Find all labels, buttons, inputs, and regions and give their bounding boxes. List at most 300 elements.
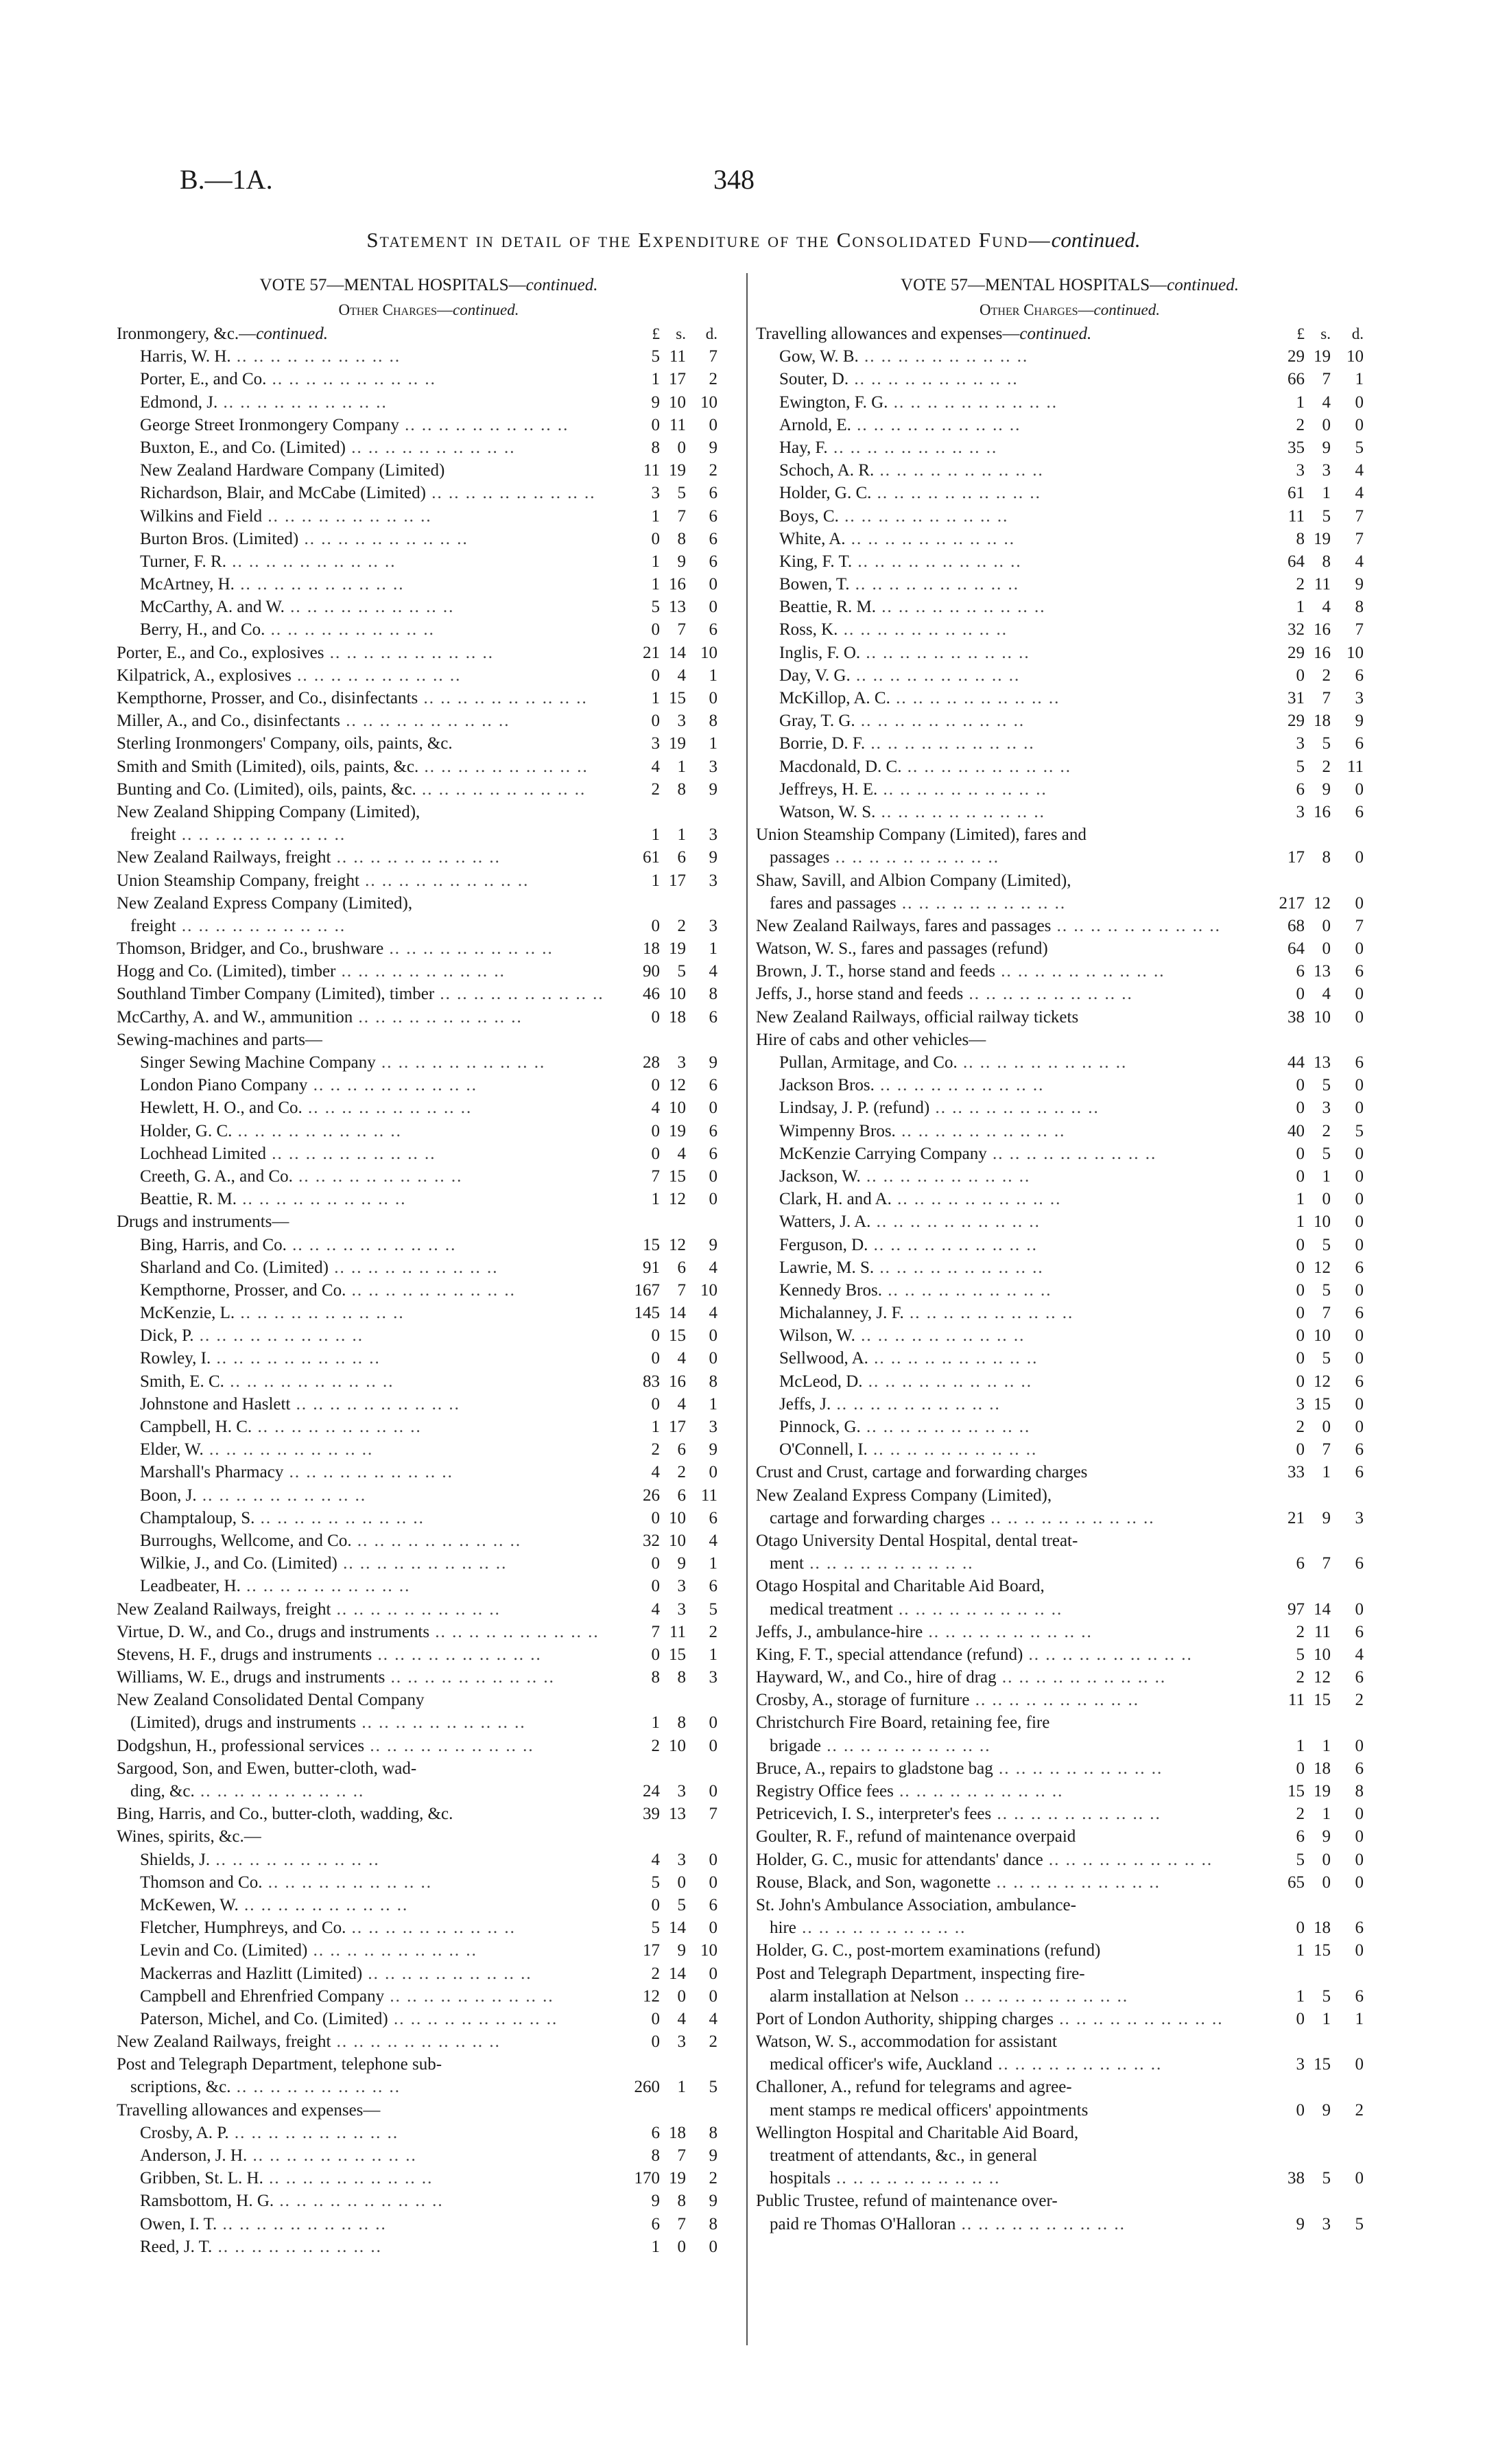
- amount-pence: 9: [709, 1053, 717, 1072]
- right-vote-title-continued: continued.: [1167, 276, 1239, 294]
- ledger-row: [117, 1302, 741, 1324]
- leader-dots: .. .. .. .. .. .. .. .. .. ..: [1051, 916, 1221, 935]
- amount-pence: 6: [709, 1121, 717, 1140]
- amount-pence: 8: [709, 1372, 717, 1391]
- ledger-row: [756, 915, 1384, 937]
- leader-dots: .. .. .. .. .. .. .. .. .. ..: [228, 2123, 399, 2142]
- amount-shillings: 8: [677, 1668, 686, 1687]
- ledger-row: [756, 1165, 1384, 1188]
- amount-pence: 10: [700, 643, 717, 662]
- amount-pounds: 2: [651, 1736, 660, 1755]
- ledger-label-text: hospitals: [770, 2169, 831, 2188]
- amount-pounds: 9: [1296, 2214, 1305, 2233]
- left-vote-title-text: VOTE 57—MENTAL HOSPITALS—: [259, 276, 526, 294]
- leader-dots: .. .. .. .. .. .. .. .. .. ..: [203, 1440, 374, 1459]
- ledger-row: [117, 1461, 741, 1483]
- ledger-label-text: Hayward, W., and Co., hire of drag: [756, 1668, 997, 1687]
- ledger-label-text: Wilson, W.: [779, 1326, 855, 1346]
- ledger-label-text: New Zealand Hardware Company (Limited): [140, 461, 445, 480]
- ledger-label: [756, 1552, 1250, 1575]
- amount-pounds: 0: [651, 529, 660, 548]
- leader-dots: .. .. .. .. .. .. .. .. .. ..: [345, 438, 516, 457]
- ledger-label: [756, 1871, 1250, 1894]
- ledger-row: [756, 1302, 1384, 1324]
- amount-shillings: 1: [1322, 1805, 1331, 1824]
- ledger-label-text: treatment of attendants, &c., in general: [770, 2146, 1038, 2165]
- amount-pounds: 1: [651, 370, 660, 389]
- amount-pounds: 2: [1296, 1418, 1305, 1436]
- ledger-row: [756, 755, 1384, 778]
- ledger-label-text: Union Steamship Company (Limited), fares and: [756, 825, 1087, 845]
- ledger-row: [756, 2190, 1384, 2212]
- left-column: [117, 273, 741, 2258]
- ledger-label: [756, 2122, 1250, 2144]
- left-subtitle: [117, 298, 741, 322]
- ledger-label: [117, 1234, 610, 1256]
- amount-pence: 0: [1355, 1394, 1364, 1413]
- leader-dots: .. .. .. .. .. .. .. .. .. ..: [892, 1599, 1063, 1619]
- ledger-row: [117, 2008, 741, 2030]
- ledger-label-text: Hewlett, H. O., and Co.: [140, 1099, 302, 1118]
- amount-pence: 8: [709, 712, 717, 731]
- amount-pounds: 29: [1288, 643, 1305, 662]
- ledger-label-text: Holder, G. C., music for attendants' dance: [756, 1850, 1043, 1869]
- amount-pounds: 7: [651, 1166, 660, 1186]
- ledger-label-text: Burton Bros. (Limited): [140, 529, 299, 548]
- amount-shillings: 18: [1314, 1919, 1331, 1938]
- amount-pounds: 1: [651, 2237, 660, 2256]
- ledger-label: [756, 345, 1250, 368]
- amount-pence: 0: [1355, 848, 1364, 867]
- amount-pence: 8: [709, 985, 717, 1004]
- ledger-row: [756, 459, 1384, 482]
- amount-pounds: 0: [1296, 1144, 1305, 1163]
- amount-pounds: 2: [1296, 575, 1305, 594]
- amount-pence: 0: [1355, 1099, 1364, 1118]
- amount-pounds: 5: [651, 1873, 660, 1892]
- amount-shillings: 9: [1322, 1508, 1331, 1527]
- amount-shillings: 2: [677, 916, 686, 935]
- amount-shillings: 12: [669, 1076, 686, 1095]
- leader-dots: .. .. .. .. .. .. .. .. .. ..: [991, 1805, 1161, 1824]
- ledger-row: [117, 1780, 741, 1803]
- ledger-row: [117, 1529, 741, 1552]
- leader-dots: .. .. .. .. .. .. .. .. .. ..: [302, 1099, 473, 1118]
- ledger-row: [117, 1643, 741, 1666]
- amount-pence: 9: [709, 2192, 717, 2211]
- amount-pence: 3: [709, 916, 717, 935]
- amount-pounds: 0: [651, 1508, 660, 1527]
- amount-pounds: 21: [1288, 1508, 1305, 1527]
- ledger-row: [756, 1438, 1384, 1461]
- amount-pounds: 260: [634, 2078, 660, 2097]
- amount-pounds: 0: [1296, 1076, 1305, 1095]
- ledger-label: [117, 1461, 610, 1483]
- amount-shillings: 12: [1314, 1668, 1331, 1687]
- ledger-label-text: Richardson, Blair, and McCabe (Limited): [140, 484, 426, 503]
- ledger-label-text: Borrie, D. F.: [779, 734, 866, 753]
- amount-pence: 6: [709, 484, 717, 503]
- left-vote-title: [117, 273, 741, 298]
- amount-pounds: 0: [1296, 1372, 1305, 1391]
- amount-shillings: 15: [669, 1645, 686, 1664]
- ledger-label-text: Jeffs, J., horse stand and feeds: [756, 985, 964, 1004]
- ledger-label-text: Wellington Hospital and Charitable Aid Board,: [756, 2123, 1079, 2142]
- amount-pence: 6: [1355, 1304, 1364, 1323]
- amount-shillings: 15: [1314, 1691, 1331, 1710]
- amount-pence: 8: [709, 2214, 717, 2233]
- ledger-label-text: Berry, H., and Co.: [140, 620, 265, 640]
- ledger-label: [756, 892, 1250, 915]
- ledger-label-text: passages: [770, 848, 830, 867]
- amount-pence: 6: [709, 529, 717, 548]
- ledger-label: [117, 1256, 610, 1279]
- ledger-label-text: Lochhead Limited: [140, 1144, 266, 1163]
- leader-dots: .. .. .. .. .. .. .. .. .. ..: [896, 893, 1067, 913]
- ledger-label: [117, 1529, 610, 1552]
- amount-pence: 6: [1355, 1622, 1364, 1641]
- amount-shillings: 11: [1314, 575, 1331, 594]
- amount-pence: 9: [709, 2146, 717, 2165]
- amount-shillings: 6: [677, 1486, 686, 1505]
- ledger-label-text: Jackson Bros.: [779, 1076, 875, 1095]
- ledger-label: [756, 664, 1250, 687]
- amount-shillings: 0: [677, 1873, 686, 1892]
- amount-shillings: 1: [677, 2078, 686, 2097]
- ledger-label-text: Campbell, H. C.: [140, 1418, 252, 1436]
- amount-pounds: 1: [1296, 598, 1305, 617]
- ledger-label-text: Dick, P.: [140, 1326, 194, 1346]
- ledger-label-text: Lindsay, J. P. (refund): [779, 1099, 930, 1118]
- ledger-label-text: Virtue, D. W., and Co., drugs and instruments: [117, 1622, 430, 1641]
- ledger-row: [117, 1507, 741, 1529]
- ledger-label: [756, 1621, 1250, 1643]
- ledger-label-text: Turner, F. R.: [140, 552, 226, 571]
- amount-pounds: 39: [643, 1805, 660, 1824]
- ledger-label-text: Souter, D.: [779, 370, 849, 389]
- amount-shillings: 5: [677, 484, 686, 503]
- ledger-row: [756, 505, 1384, 528]
- ledger-row: [117, 1689, 741, 1711]
- amount-pounds: 9: [651, 392, 660, 412]
- leader-dots: .. .. .. .. .. .. .. .. .. ..: [262, 1873, 432, 1892]
- amount-pence: 4: [1355, 552, 1364, 571]
- ledger-label: [756, 1575, 1250, 1597]
- ledger-label: [117, 869, 610, 892]
- amount-shillings: 3: [1322, 1099, 1331, 1118]
- amount-pence: 10: [700, 1280, 717, 1300]
- ledger-label-text: McArtney, H.: [140, 575, 235, 594]
- amount-pence: 9: [1355, 575, 1364, 594]
- amount-shillings: 19: [1314, 347, 1331, 366]
- amount-shillings: 9: [677, 552, 686, 571]
- leader-dots: .. .. .. .. .. .. .. .. .. ..: [224, 1372, 394, 1391]
- ledger-label: [117, 528, 610, 550]
- ledger-label: [117, 2213, 610, 2236]
- amount-pence: 6: [709, 552, 717, 571]
- ledger-label: [756, 778, 1250, 801]
- amount-pence: 1: [709, 939, 717, 959]
- amount-pence: 11: [700, 1486, 717, 1505]
- ledger-label: [756, 1210, 1250, 1233]
- left-heading-continued: continued.: [256, 325, 329, 343]
- ledger-label: [756, 1256, 1250, 1279]
- left-heading-text: Ironmongery, &c.—: [117, 325, 257, 343]
- statement-title: [0, 228, 1507, 253]
- amount-shillings: 4: [677, 1144, 686, 1163]
- ledger-label: [117, 2122, 610, 2144]
- ledger-label-text: New Zealand Express Company (Limited),: [756, 1486, 1052, 1505]
- amount-pounds: 2: [1296, 415, 1305, 434]
- ledger-row: [756, 1985, 1384, 2008]
- ledger-row: [117, 1621, 741, 1643]
- ledger-label: [756, 2190, 1250, 2212]
- ledger-label-text: Beattie, R. M.: [140, 1190, 237, 1209]
- ledger-label-text: Lawrie, M. S.: [779, 1258, 875, 1277]
- leader-dots: .. .. .. .. .. .. .. .. .. ..: [1023, 1645, 1193, 1664]
- amount-shillings: 5: [1322, 1280, 1331, 1300]
- amount-pence: 1: [709, 666, 717, 685]
- amount-pounds: 6: [1296, 1827, 1305, 1846]
- amount-pounds: 1: [651, 552, 660, 571]
- amount-pounds: 5: [651, 1919, 660, 1938]
- amount-pounds: 1: [651, 1713, 660, 1733]
- leader-dots: .. .. .. .. .. .. .. .. .. ..: [240, 1577, 411, 1596]
- amount-pence: 10: [1346, 347, 1364, 366]
- amount-pounds: 0: [1296, 1280, 1305, 1300]
- amount-pounds: 1: [651, 1190, 660, 1209]
- amount-pounds: 6: [1296, 1554, 1305, 1573]
- amount-pence: 1: [709, 734, 717, 753]
- amount-pounds: 0: [651, 1577, 660, 1596]
- amount-shillings: 19: [669, 734, 686, 753]
- ledger-label-text: freight: [130, 825, 176, 845]
- ledger-label: [756, 1529, 1250, 1552]
- amount-shillings: 4: [677, 1394, 686, 1413]
- amount-pounds: 0: [651, 1895, 660, 1914]
- amount-shillings: 19: [669, 939, 686, 959]
- ledger-label-text: Sharland and Co. (Limited): [140, 1258, 329, 1277]
- leader-dots: .. .. .. .. .. .. .. .. .. ..: [891, 1190, 1062, 1209]
- ledger-row: [117, 2190, 741, 2212]
- amount-pence: 6: [709, 1577, 717, 1596]
- amount-shillings: 3: [677, 712, 686, 731]
- ledger-label-text: Gribben, St. L. H.: [140, 2169, 263, 2188]
- column-divider: [746, 273, 748, 2345]
- ledger-label: [117, 1939, 610, 1962]
- ledger-label: [117, 436, 610, 459]
- amount-pounds: 11: [643, 461, 660, 480]
- amount-pounds: 6: [1296, 962, 1305, 981]
- ledger-label-text: Holder, G. C.: [779, 484, 872, 503]
- amount-shillings: 5: [1322, 1986, 1331, 2006]
- amount-pounds: 0: [651, 1144, 660, 1163]
- amount-shillings: 2: [1322, 757, 1331, 776]
- leader-dots: .. .. .. .. .. .. .. .. .. ..: [383, 939, 554, 959]
- ledger-label-text: McCarthy, A. and W.: [140, 598, 285, 617]
- amount-pence: 1: [1355, 370, 1364, 389]
- leader-dots: .. .. .. .. .. .. .. .. .. ..: [434, 985, 604, 1004]
- ledger-row: [117, 1188, 741, 1210]
- amount-pence: 6: [709, 506, 717, 526]
- amount-pence: 6: [709, 1508, 717, 1527]
- ledger-row: [117, 1849, 741, 1871]
- leader-dots: .. .. .. .. .. .. .. .. .. ..: [292, 1166, 463, 1186]
- leader-dots: .. .. .. .. .. .. .. .. .. ..: [969, 1691, 1140, 1710]
- ledger-label: [756, 2213, 1250, 2236]
- amount-pence: 4: [709, 1304, 717, 1323]
- amount-pounds: 2: [651, 1440, 660, 1459]
- leader-dots: .. .. .. .. .. .. .. .. .. ..: [875, 598, 1046, 617]
- ledger-label: [756, 960, 1250, 983]
- leader-dots: .. .. .. .. .. .. .. .. .. ..: [252, 1418, 422, 1436]
- leader-dots: .. .. .. .. .. .. .. .. .. ..: [855, 1326, 1025, 1346]
- amount-shillings: 16: [669, 575, 686, 594]
- ledger-row: [756, 1279, 1384, 1302]
- amount-pounds: 46: [643, 985, 660, 1004]
- ledger-label: [117, 1484, 610, 1507]
- ledger-label: [117, 1120, 610, 1142]
- amount-pounds: 3: [651, 734, 660, 753]
- ledger-label: [756, 459, 1250, 482]
- ledger-label-text: Union Steamship Company, freight: [117, 871, 359, 890]
- leader-dots: .. .. .. .. .. .. .. .. .. ..: [804, 1554, 974, 1573]
- ledger-label: [117, 1621, 610, 1643]
- ledger-label-text: Rouse, Black, and Son, wagonette: [756, 1873, 991, 1892]
- ledger-row: [117, 414, 741, 436]
- ledger-row: [756, 2122, 1384, 2144]
- ledger-label-text: Crosby, A. P.: [140, 2123, 229, 2142]
- amount-shillings: 13: [1314, 962, 1331, 981]
- ledger-row: [756, 801, 1384, 823]
- ledger-row: [756, 983, 1384, 1005]
- leader-dots: .. .. .. .. .. .. .. .. .. ..: [340, 712, 510, 731]
- ledger-row: [117, 1096, 741, 1119]
- amount-shillings: 10: [669, 1736, 686, 1755]
- ledger-label-text: Williams, W. E., drugs and instruments: [117, 1668, 385, 1687]
- ledger-label: [756, 596, 1250, 618]
- ledger-label-text: New Zealand Railways, freight: [117, 848, 331, 867]
- ledger-label-text: freight: [130, 916, 176, 935]
- ledger-label-text: Smith, E. C.: [140, 1372, 224, 1391]
- ledger-label-text: Thomson and Co.: [140, 1873, 263, 1892]
- amount-pounds: 8: [651, 1668, 660, 1687]
- leader-dots: .. .. .. .. .. .. .. .. .. ..: [265, 1144, 436, 1163]
- leader-dots: .. .. .. .. .. .. .. .. .. ..: [849, 575, 1020, 594]
- ledger-label-text: Ramsbottom, H. G.: [140, 2192, 274, 2211]
- leader-dots: .. .. .. .. .. .. .. .. .. ..: [860, 643, 1030, 662]
- amount-shillings: 14: [669, 1304, 686, 1323]
- ledger-label: [117, 573, 610, 596]
- amount-pence: 8: [1355, 598, 1364, 617]
- amount-pounds: 1: [651, 575, 660, 594]
- ledger-row: [117, 960, 741, 983]
- left-pence-header: d.: [705, 325, 717, 342]
- ledger-label-text: Johnstone and Haslett: [140, 1394, 291, 1413]
- amount-pounds: 1: [1296, 1736, 1305, 1755]
- amount-pounds: 0: [1296, 1166, 1305, 1186]
- amount-pounds: 1: [1296, 1212, 1305, 1232]
- amount-pence: 9: [1355, 712, 1364, 731]
- leader-dots: .. .. .. .. .. .. .. .. .. ..: [331, 2032, 501, 2052]
- leader-dots: .. .. .. .. .. .. .. .. .. ..: [849, 370, 1019, 389]
- leader-dots: .. .. .. .. .. .. .. .. .. ..: [356, 1713, 526, 1733]
- ledger-row: [117, 1006, 741, 1029]
- ledger-row: [117, 391, 741, 414]
- amount-pence: 9: [709, 848, 717, 867]
- amount-shillings: 6: [677, 848, 686, 867]
- amount-pence: 9: [709, 779, 717, 799]
- amount-pence: 1: [1355, 2009, 1364, 2028]
- amount-pence: 0: [709, 689, 717, 707]
- amount-pence: 10: [1346, 643, 1364, 662]
- ledger-label: [117, 778, 610, 801]
- amount-pounds: 145: [634, 1304, 660, 1323]
- ledger-label: [756, 1234, 1250, 1256]
- ledger-row: [117, 755, 741, 778]
- amount-shillings: 9: [677, 1941, 686, 1960]
- amount-shillings: 3: [1322, 2214, 1331, 2233]
- ledger-row: [117, 1234, 741, 1256]
- amount-pence: 6: [709, 1895, 717, 1914]
- amount-pence: 4: [709, 2009, 717, 2028]
- ledger-label: [756, 391, 1250, 414]
- amount-pence: 9: [709, 1235, 717, 1254]
- ledger-label: [117, 459, 610, 482]
- ledger-row: [117, 869, 741, 892]
- amount-shillings: 14: [669, 1964, 686, 1983]
- leader-dots: .. .. .. .. .. .. .. .. .. ..: [274, 2192, 444, 2211]
- amount-pence: 0: [709, 2237, 717, 2256]
- ledger-row: [756, 1711, 1384, 1734]
- amount-pounds: 40: [1288, 1121, 1305, 1140]
- ledger-label: [756, 983, 1250, 1005]
- ledger-row: [117, 1165, 741, 1188]
- amount-pounds: 1: [1296, 1941, 1305, 1960]
- ledger-label-text: Hire of cabs and other vehicles—: [756, 1030, 986, 1049]
- amount-pence: 0: [1355, 1827, 1364, 1846]
- ledger-label-text: cartage and forwarding charges: [770, 1508, 985, 1527]
- ledger-row: [117, 778, 741, 801]
- amount-shillings: 10: [669, 985, 686, 1004]
- leader-dots: .. .. .. .. .. .. .. .. .. ..: [193, 1326, 364, 1346]
- leader-dots: .. .. .. .. .. .. .. .. .. ..: [895, 1121, 1066, 1140]
- ledger-label: [117, 1803, 610, 1825]
- ledger-label-text: Bing, Harris, and Co.: [140, 1235, 287, 1254]
- ledger-label: [756, 1074, 1250, 1096]
- amount-pence: 0: [1355, 1349, 1364, 1368]
- amount-pounds: 0: [651, 2032, 660, 2052]
- ledger-label-text: Thomson, Bridger, and Co., brushware: [117, 939, 384, 959]
- ledger-row: [756, 1006, 1384, 1029]
- amount-pounds: 3: [1296, 802, 1305, 821]
- ledger-row: [756, 846, 1384, 869]
- amount-pence: 5: [1355, 2214, 1364, 2233]
- amount-pence: 6: [1355, 1053, 1364, 1072]
- amount-pounds: 17: [643, 1941, 660, 1960]
- ledger-label: [117, 823, 610, 846]
- amount-shillings: 5: [1322, 1349, 1331, 1368]
- ledger-label-text: Elder, W.: [140, 1440, 204, 1459]
- ledger-row: [117, 1051, 741, 1074]
- ledger-label: [117, 1916, 610, 1939]
- amount-pence: 0: [709, 1326, 717, 1346]
- ledger-row: [756, 368, 1384, 390]
- amount-pounds: 5: [1296, 1850, 1305, 1869]
- ledger-label-text: New Zealand Express Company (Limited),: [117, 893, 413, 913]
- amount-pence: 11: [1346, 757, 1364, 776]
- amount-pence: 3: [1355, 689, 1364, 707]
